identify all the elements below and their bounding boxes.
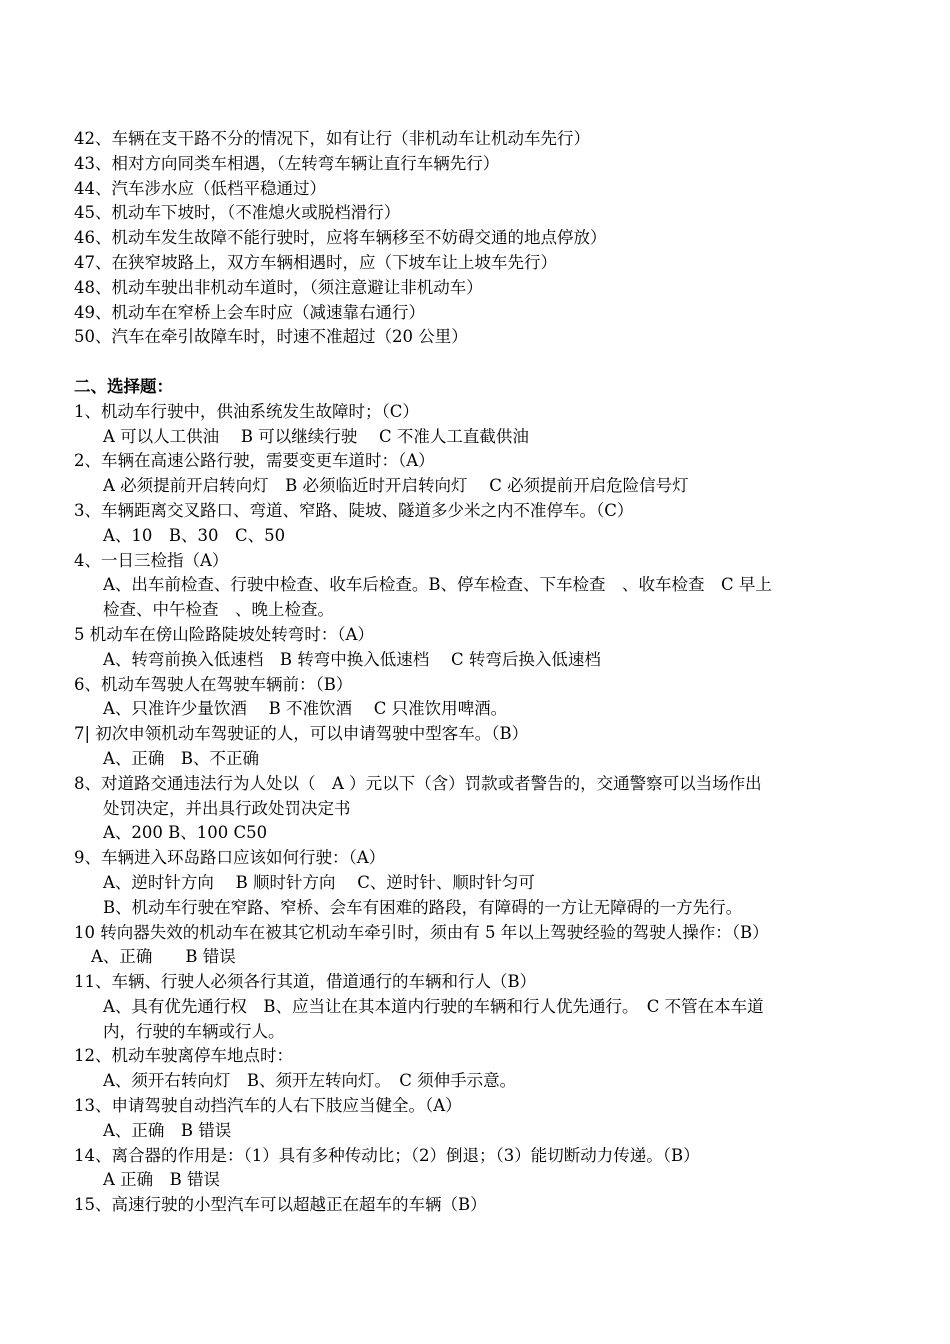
choice-options-line: A、正确 B 错误 — [103, 1120, 232, 1140]
choice-question-line: 2、车辆在高速公路行驶，需要变更车道时：（A） — [74, 451, 435, 471]
choice-options-line: A、具有优先通行权 B、应当让在其本道内行驶的车辆和行人优先通行。 C 不管在本车道 — [103, 996, 764, 1016]
choice-question-line: 4、一日三检指（A） — [74, 550, 229, 570]
fill-answer-line: 43、相对方向同类车相遇，（左转弯车辆让直行车辆先行） — [74, 153, 500, 173]
choice-question-line: 13、申请驾驶自动挡汽车的人右下肢应当健全。（A） — [74, 1096, 462, 1116]
choice-question-line: 8、对道路交通违法行为人处以（ A ）元以下（含）罚款或者警告的，交通警察可以当场作出 — [74, 773, 762, 793]
choice-question-line: 11、车辆、行驶人必须各行其道，借道通行的车辆和行人（B） — [74, 972, 537, 992]
choice-options-line: A、10 B、30 C、50 — [103, 525, 286, 545]
choice-options-line: A 可以人工供油 B 可以继续行驶 C 不准人工直截供油 — [103, 426, 529, 446]
fill-answer-line: 44、汽车涉水应（低档平稳通过） — [74, 178, 326, 198]
choice-question-line: 10 转向器失效的机动车在被其它机动车牵引时，须由有 5 年以上驾驶经验的驾驶人操作：（B） — [74, 922, 769, 942]
choice-options-line: A、正确 B 错误 — [91, 947, 236, 967]
choice-question-line: 15、高速行驶的小型汽车可以超越正在超车的车辆（B） — [74, 1195, 487, 1215]
choice-options-line: 内，行驶的车辆或行人。 — [103, 1021, 285, 1041]
choice-question-line: 5 机动车在傍山险路陡坡处转弯时：（A） — [74, 624, 374, 644]
choice-question-line: 9、车辆进入环岛路口应该如何行驶：（A） — [74, 848, 386, 868]
choice-options-line: A、转弯前换入低速档 B 转弯中换入低速档 C 转弯后换入低速档 — [103, 649, 601, 669]
choice-options-line: A、200 B、100 C50 — [103, 823, 268, 843]
choice-options-line: A、只准许少量饮酒 B 不准饮酒 C 只准饮用啤酒。 — [103, 699, 508, 719]
choice-options-line: B、机动车行驶在窄路、窄桥、会车有困难的路段，有障碍的一方让无障碍的一方先行。 — [103, 897, 743, 917]
fill-answer-list — [74, 127, 884, 350]
choice-question-line: 3、车辆距离交叉路口、弯道、窄路、陡坡、隧道多少米之内不准停车。（C） — [74, 500, 634, 520]
choice-options-line: A、正确 B、不正确 — [103, 748, 260, 768]
choice-question-line: 1、机动车行驶中，供油系统发生故障时；（C） — [74, 401, 419, 421]
choice-question-line: 12、机动车驶离停车地点时： — [74, 1046, 293, 1066]
choice-options-line: 检查、中午检查 、晚上检查。 — [103, 600, 334, 620]
fill-answer-line: 46、机动车发生故障不能行驶时，应将车辆移至不妨碍交通的地点停放） — [74, 228, 607, 248]
fill-answer-line: 50、汽车在牵引故障车时，时速不准超过（20 公里） — [74, 327, 468, 347]
choice-options-line: A、须开右转向灯 B、须开左转向灯。 C 须伸手示意。 — [103, 1071, 517, 1091]
fill-answer-line: 47、在狭窄坡路上，双方车辆相遇时，应（下坡车让上坡车先行） — [74, 252, 557, 272]
fill-answer-line: 42、车辆在支干路不分的情况下，如有让行（非机动车让机动车先行） — [74, 129, 590, 148]
choice-options-line: A 必须提前开启转向灯 B 必须临近时开启转向灯 C 必须提前开启危险信号灯 — [103, 476, 689, 496]
fill-answer-line: 48、机动车驶出非机动车道时，（须注意避让非机动车） — [74, 277, 483, 297]
choice-options-line: A 正确 B 错误 — [103, 1170, 221, 1190]
section-title: 二、选择题： — [74, 376, 173, 396]
choice-options-line: 处罚决定，并出具行政处罚决定书 — [103, 798, 351, 818]
choice-options-line: A、出车前检查、行驶中检查、收车后检查。B、停车检查、下车检查 、收车检查 C 早上 — [103, 575, 772, 595]
choice-question-line: 7| 初次申领机动车驾驶证的人，可以申请驾驶中型客车。（B） — [74, 724, 529, 744]
choice-question-list — [74, 400, 884, 1218]
fill-answer-line: 49、机动车在窄桥上会车时应（减速靠右通行） — [74, 302, 425, 322]
fill-answer-line: 45、机动车下坡时，（不准熄火或脱档滑行） — [74, 203, 401, 223]
choice-options-line: A、逆时针方向 B 顺时针方向 C、逆时针、顺时针匀可 — [103, 872, 535, 892]
choice-question-line: 14、离合器的作用是：（1）具有多种传动比；（2）倒退；（3）能切断动力传递。（B） — [74, 1145, 700, 1165]
blank-line — [74, 350, 884, 375]
choice-question-line: 6、机动车驾驶人在驾驶车辆前：（B） — [74, 674, 353, 694]
document-page — [74, 127, 884, 1218]
